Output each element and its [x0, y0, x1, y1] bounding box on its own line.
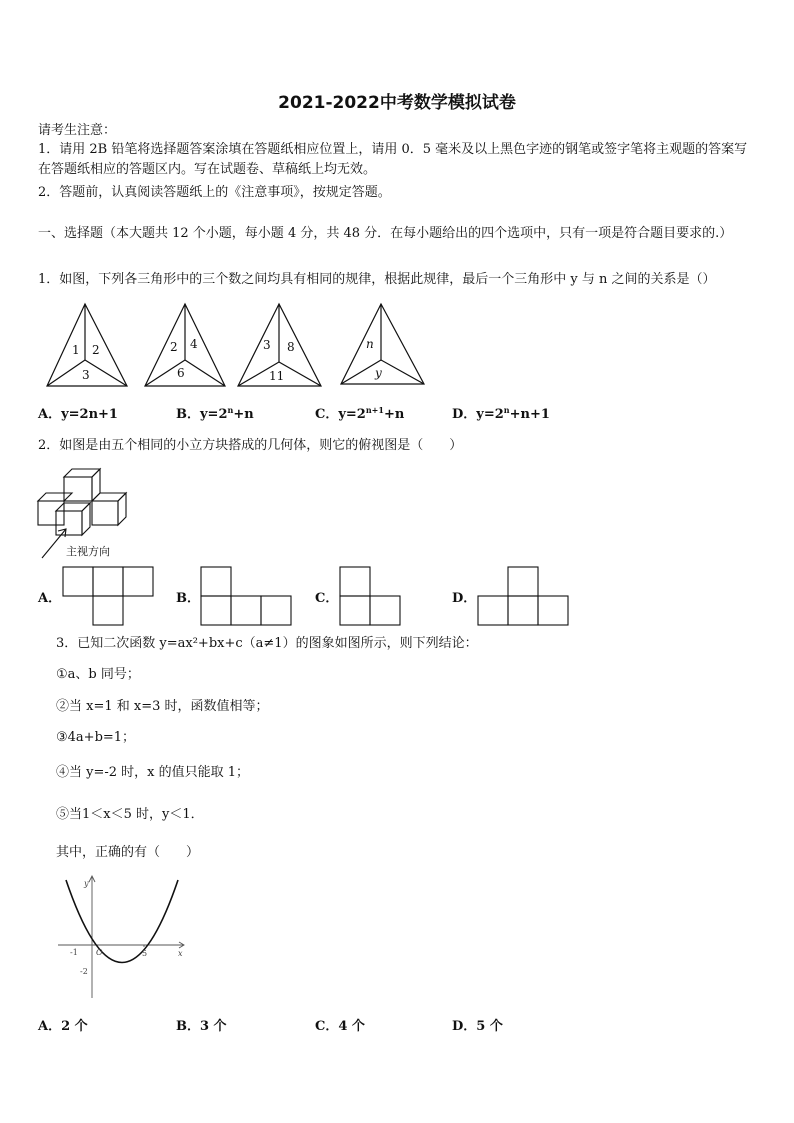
q2-option-c-grid[interactable]: [339, 566, 401, 626]
x-pos-tick-label: 5: [142, 949, 148, 958]
q1-option-d[interactable]: D．$y=2^n+n+1$: [452, 405, 550, 422]
q3-option-b[interactable]: B．3 个: [176, 1019, 227, 1034]
triangle-4-left-variable: n: [366, 337, 374, 351]
q1-option-c[interactable]: C．$y=2^{n+1}+n$: [315, 405, 405, 422]
notice-item-2: 2．答题前，认真阅读答题纸上的《注意事项》，按规定答题。: [38, 185, 391, 200]
notice-heading: 请考生注意：: [38, 123, 117, 138]
triangle-3-right-number: 8: [287, 340, 295, 354]
triangle-3-left-number: 3: [263, 338, 271, 352]
question-1-triangles-figure: [40, 298, 440, 393]
q2-option-b-grid[interactable]: [200, 566, 292, 626]
q2-option-a-label[interactable]: A．: [38, 591, 62, 606]
conclusion-3: ③4a+b=1；: [56, 730, 136, 745]
triangle-2: [145, 304, 225, 386]
triangle-1-left-number: 1: [72, 343, 80, 357]
question-3-prompt: 其中，正确的有（ ）: [56, 845, 200, 860]
question-1-stem: 1．如图，下列各三角形中的三个数之间均具有相同的规律，根据此规律，最后一个三角形中 y 与 n 之间的关系是（）: [38, 272, 716, 287]
conclusion-1: ①a、b 同号；: [56, 667, 140, 682]
triangle-1-right-number: 2: [92, 343, 100, 357]
q3-option-c[interactable]: C．4 个: [315, 1019, 365, 1034]
q2-option-b-label[interactable]: B．: [176, 591, 200, 606]
q1-option-b[interactable]: B．$y=2^n+n$: [176, 405, 254, 422]
page-title: 2021-2022中考数学模拟试卷: [278, 93, 516, 113]
x-neg-tick-label: -1: [70, 948, 78, 957]
conclusion-5: ⑤当1＜x＜5 时，y＜1．: [56, 807, 204, 822]
q2-option-a-grid[interactable]: [62, 566, 154, 626]
triangle-2-bottom-number: 6: [177, 366, 185, 380]
triangle-4-bottom-variable: y: [375, 366, 382, 380]
question-2-stem: 2．如图是由五个相同的小立方块搭成的几何体，则它的俯视图是（ ）: [38, 438, 463, 453]
origin-label: O: [96, 948, 103, 957]
triangle-4: [341, 304, 424, 384]
q2-option-d-label[interactable]: D．: [452, 591, 477, 606]
q1-option-a[interactable]: A．y=2n+1: [38, 407, 118, 422]
parabola-graph: [58, 874, 190, 1000]
view-direction-caption: 主视方向: [66, 545, 110, 558]
conclusion-4: ④当 y=-2 时，x 的值只能取 1；: [56, 765, 250, 780]
q3-option-d[interactable]: D．5 个: [452, 1019, 503, 1034]
q2-option-d-grid[interactable]: [477, 566, 569, 626]
conclusion-2: ②当 x=1 和 x=3 时，函数值相等；: [56, 699, 269, 714]
question-3-stem: 3．已知二次函数 y=ax²+bx+c（a≠1）的图象如图所示，则下列结论：: [56, 636, 478, 651]
q2-option-c-label[interactable]: C．: [315, 591, 339, 606]
triangle-2-right-number: 4: [190, 337, 198, 351]
triangle-3-bottom-number: 11: [269, 369, 285, 383]
y-axis-label: y: [84, 879, 89, 888]
x-axis-label: x: [178, 949, 183, 958]
section-heading: 一、选择题（本大题共 12 个小题，每小题 4 分，共 48 分．在每小题给出的四个选项中，只有一项是符合题目要求的.）: [38, 226, 733, 241]
triangle-2-left-number: 2: [170, 340, 178, 354]
q3-option-a[interactable]: A．2 个: [38, 1019, 88, 1034]
parabola-curve: [66, 880, 178, 963]
notice-item-1: 1．请用 2B 铅笔将选择题答案涂填在答题纸相应位置上，请用 0．5 毫米及以上黑色字迹的钢笔或签字笔将主观题的答案写在答题纸相应的答题区内。写在试题卷、草稿纸上均无效。: [38, 142, 748, 177]
triangle-1-bottom-number: 3: [82, 368, 90, 382]
y-neg-tick-label: -2: [80, 967, 88, 976]
